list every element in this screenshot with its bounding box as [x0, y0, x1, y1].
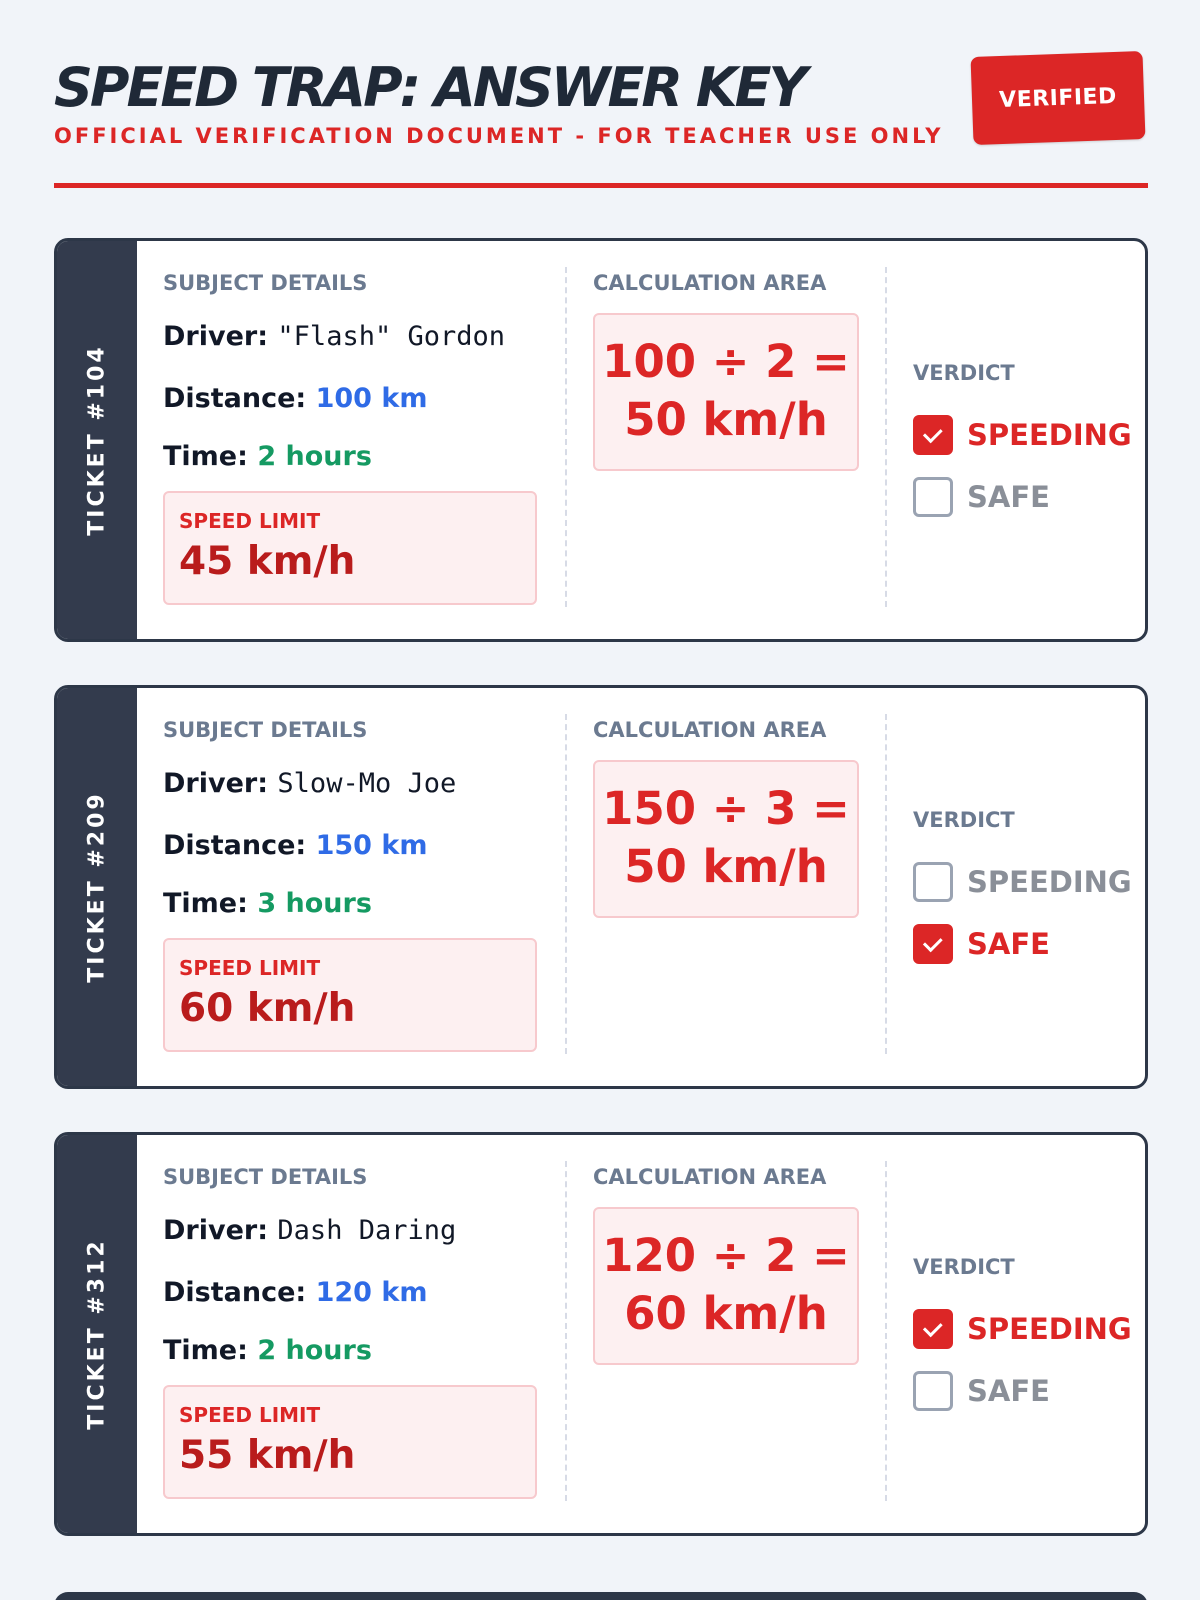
time-label: Time: [163, 888, 248, 919]
time-field [163, 441, 372, 472]
verified-stamp: VERIFIED [971, 51, 1146, 145]
calculation-expression: 120 ÷ 2 = [602, 1229, 850, 1282]
speeding-checkbox[interactable] [913, 415, 953, 455]
page-subtitle: OFFICIAL VERIFICATION DOCUMENT - FOR TEACHER USE ONLY [54, 124, 944, 148]
speed-limit-box [163, 491, 537, 605]
safe-option[interactable] [913, 1371, 1050, 1411]
ticket-card [54, 238, 1148, 642]
distance-label: Distance: [163, 830, 307, 861]
verdict-label: VERDICT [913, 808, 1015, 832]
verdict-label: VERDICT [913, 1255, 1015, 1279]
speeding-checkbox[interactable] [913, 1309, 953, 1349]
subject-details-label: SUBJECT DETAILS [163, 1165, 368, 1189]
time-value: 3 hours [257, 888, 372, 919]
driver-label: Driver: [163, 1215, 269, 1246]
column-divider [565, 1161, 567, 1501]
ticket-tab [57, 1135, 137, 1533]
calculation-box [593, 313, 859, 471]
verdict-label: VERDICT [913, 361, 1015, 385]
ticket-card [54, 685, 1148, 1089]
safe-option[interactable] [913, 924, 1050, 964]
ticket-tab [57, 241, 137, 639]
subject-details-label: SUBJECT DETAILS [163, 718, 368, 742]
calculation-expression: 100 ÷ 2 = [602, 335, 850, 388]
column-divider [885, 267, 887, 607]
next-ticket-card-edge [54, 1592, 1148, 1600]
speed-limit-value: 55 km/h [179, 1433, 356, 1478]
subject-details-label: SUBJECT DETAILS [163, 271, 368, 295]
time-label: Time: [163, 1335, 248, 1366]
safe-option-label: SAFE [967, 927, 1050, 961]
speed-limit-label: SPEED LIMIT [179, 1403, 321, 1427]
driver-field [163, 1215, 456, 1246]
calculation-result: 50 km/h [624, 393, 828, 446]
speed-limit-value: 60 km/h [179, 986, 356, 1031]
time-field [163, 888, 372, 919]
safe-option[interactable] [913, 477, 1050, 517]
time-value: 2 hours [257, 1335, 372, 1366]
calculation-box [593, 760, 859, 918]
speed-limit-label: SPEED LIMIT [179, 509, 321, 533]
speed-limit-label: SPEED LIMIT [179, 956, 321, 980]
document-header [54, 50, 1148, 188]
time-value: 2 hours [257, 441, 372, 472]
driver-value: Dash Daring [277, 1215, 457, 1246]
speed-limit-box [163, 1385, 537, 1499]
distance-value: 150 km [315, 830, 428, 861]
driver-field [163, 321, 505, 352]
column-divider [885, 1161, 887, 1501]
distance-value: 100 km [315, 383, 428, 414]
speeding-option[interactable] [913, 1309, 1132, 1349]
safe-checkbox[interactable] [913, 477, 953, 517]
speed-limit-box [163, 938, 537, 1052]
ticket-number: TICKET #104 [84, 344, 110, 536]
calculation-result: 50 km/h [624, 840, 828, 893]
time-field [163, 1335, 372, 1366]
distance-value: 120 km [315, 1277, 428, 1308]
driver-value: Slow-Mo Joe [277, 768, 457, 799]
ticket-number: TICKET #209 [84, 791, 110, 983]
column-divider [565, 714, 567, 1054]
ticket-tab [57, 688, 137, 1086]
speeding-checkbox[interactable] [913, 862, 953, 902]
calculation-result: 60 km/h [624, 1287, 828, 1340]
speed-limit-value: 45 km/h [179, 539, 356, 584]
time-label: Time: [163, 441, 248, 472]
speeding-option[interactable] [913, 862, 1132, 902]
driver-label: Driver: [163, 768, 269, 799]
distance-field [163, 383, 427, 414]
speeding-option[interactable] [913, 415, 1132, 455]
calculation-area-label: CALCULATION AREA [593, 271, 827, 295]
column-divider [565, 267, 567, 607]
distance-label: Distance: [163, 1277, 307, 1308]
distance-label: Distance: [163, 383, 307, 414]
driver-value: "Flash" Gordon [277, 321, 505, 352]
safe-checkbox[interactable] [913, 1371, 953, 1411]
safe-option-label: SAFE [967, 480, 1050, 514]
driver-label: Driver: [163, 321, 269, 352]
speeding-option-label: SPEEDING [967, 865, 1132, 899]
calculation-expression: 150 ÷ 3 = [602, 782, 850, 835]
calculation-box [593, 1207, 859, 1365]
driver-field [163, 768, 456, 799]
speeding-option-label: SPEEDING [967, 1312, 1132, 1346]
distance-field [163, 1277, 427, 1308]
speeding-option-label: SPEEDING [967, 418, 1132, 452]
calculation-area-label: CALCULATION AREA [593, 718, 827, 742]
ticket-number: TICKET #312 [84, 1238, 110, 1430]
calculation-area-label: CALCULATION AREA [593, 1165, 827, 1189]
page-title: SPEED TRAP: ANSWER KEY [54, 56, 805, 119]
distance-field [163, 830, 427, 861]
safe-option-label: SAFE [967, 1374, 1050, 1408]
safe-checkbox[interactable] [913, 924, 953, 964]
ticket-card [54, 1132, 1148, 1536]
column-divider [885, 714, 887, 1054]
